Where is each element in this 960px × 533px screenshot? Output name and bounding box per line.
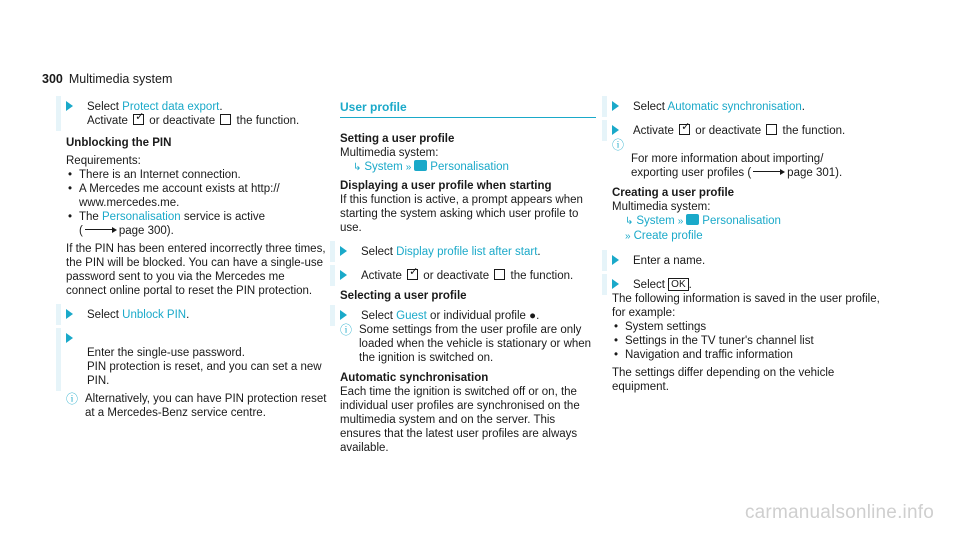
note-settings-loaded: ⓘ Some settings from the user profile are only loaded when the vehicle is stationary or when the ignition is switched on. <box>340 323 592 364</box>
step-unblock-pin: Select Unblock PIN. <box>66 308 328 322</box>
step-select-guest: Select Guest or individual profile ●. <box>340 309 596 323</box>
page-reference-arrow-icon <box>753 169 785 175</box>
column-3 <box>612 100 882 394</box>
automatic-sync-heading: Automatic synchronisation <box>340 372 489 384</box>
column-2 <box>340 100 596 455</box>
checkbox-unchecked-icon <box>766 124 777 135</box>
list-item: • Navigation and traffic information <box>614 349 793 361</box>
step-select-ok: Select OK . <box>612 278 882 292</box>
protect-data-export-link[interactable]: Protect data export <box>122 101 220 113</box>
automatic-sync-link[interactable]: Automatic synchronisation <box>667 101 802 113</box>
path-separator-icon: » <box>677 216 684 227</box>
bullet-icon: • <box>614 335 619 347</box>
action-arrow-icon <box>340 246 347 256</box>
path-personalisation[interactable]: Personalisation <box>430 161 509 173</box>
path-system[interactable]: System <box>364 161 403 173</box>
step-activate: Activate ✓ or deactivate the function. <box>612 124 882 138</box>
step-activate: Activate ✓ or deactivate the function. <box>340 269 596 283</box>
menu-path <box>612 214 882 244</box>
list-item: • Settings in the TV tuner's channel list <box>614 335 814 347</box>
action-arrow-icon <box>66 309 73 319</box>
creating-profile-heading: Creating a user profile <box>612 187 735 199</box>
path-start-icon: ↳ <box>353 162 362 173</box>
setting-user-profile-heading: Setting a user profile <box>340 133 455 145</box>
unblock-pin-link[interactable]: Unblock PIN <box>122 309 187 321</box>
step-enter-password: Enter the single-use password. PIN protection is reset, and you can set a new PIN. <box>66 332 328 388</box>
multimedia-system-label: Multimedia system: <box>612 201 711 213</box>
path-separator-icon: » <box>625 231 631 242</box>
note-service-centre: ⓘ Alternatively, you can have PIN protection reset at a Mercedes-Benz service centre. <box>66 392 327 419</box>
action-arrow-icon <box>612 255 619 265</box>
checkbox-checked-icon <box>407 269 418 280</box>
automatic-sync-text: Each time the ignition is switched off or on, the individual user profiles are synchronised on the multimedia system and on the server. This ensures that the latest user profiles are always available. <box>340 386 580 454</box>
action-arrow-icon <box>66 333 73 343</box>
closing-text: The settings differ depending on the vehicle equipment. <box>612 367 835 393</box>
displaying-profile-text: If this function is active, a prompt appears when starting the system asking which user profile to use. <box>340 194 583 234</box>
display-profile-list-link[interactable]: Display profile list after start <box>396 246 538 258</box>
info-icon: ⓘ <box>612 138 625 152</box>
bullet-icon: • <box>68 211 73 223</box>
personalisation-icon <box>414 160 427 171</box>
path-system[interactable]: System <box>636 215 675 227</box>
saved-info-text: The following information is saved in the user profile, for example: <box>612 293 880 319</box>
checkbox-unchecked-icon <box>494 269 505 280</box>
checkbox-unchecked-icon <box>220 114 231 125</box>
bullet-icon: • <box>68 183 73 195</box>
list-item: • There is an Internet connection. <box>68 169 241 181</box>
unblocking-pin-heading: Unblocking the PIN <box>66 137 172 149</box>
guest-link[interactable]: Guest <box>396 310 427 322</box>
list-item: • The Personalisation service is active ( page 300). <box>68 211 266 237</box>
list-item: • System settings <box>614 321 707 333</box>
page-number: 300 <box>42 72 63 86</box>
displaying-profile-heading: Displaying a user profile when starting <box>340 180 552 192</box>
requirements-label: Requirements: <box>66 155 141 167</box>
ok-button[interactable]: OK <box>668 278 688 291</box>
path-separator-icon: » <box>405 162 412 173</box>
step-automatic-sync: Select Automatic synchronisation. <box>612 100 882 114</box>
personalisation-link[interactable]: Personalisation <box>102 211 181 223</box>
action-arrow-icon <box>340 270 347 280</box>
step-display-profile-list: Select Display profile list after start. <box>340 245 596 259</box>
bullet-icon: • <box>68 169 73 181</box>
menu-path <box>340 160 596 175</box>
watermark: carmanualsonline.info <box>744 502 934 523</box>
step-enter-name: Enter a name. <box>612 254 882 268</box>
action-arrow-icon <box>612 279 619 289</box>
multimedia-system-label: Multimedia system: <box>340 147 439 159</box>
list-item: • A Mercedes me account exists at http:// www.mercedes.me. <box>68 183 280 209</box>
step-protect-data-export: Select Protect data export. Activate ✓ or deactivate the function. <box>66 100 328 128</box>
action-arrow-icon <box>612 125 619 135</box>
bullet-icon: • <box>614 349 619 361</box>
action-arrow-icon <box>66 101 73 111</box>
info-icon: ⓘ <box>66 392 79 406</box>
column-1 <box>66 100 328 420</box>
checkbox-checked-icon <box>133 114 144 125</box>
personalisation-icon <box>686 214 699 225</box>
path-start-icon: ↳ <box>625 216 634 227</box>
bullet-icon: • <box>614 321 619 333</box>
section-divider <box>340 117 596 118</box>
page-header <box>42 72 172 86</box>
page-title: Multimedia system <box>68 72 173 86</box>
checkbox-checked-icon <box>679 124 690 135</box>
pin-blocked-paragraph: If the PIN has been entered incorrectly three times, the PIN will be blocked. You can have a single-use password sent to you via the Mercedes me connect online portal to reset the PIN protection. <box>66 243 326 297</box>
note-import-export: ⓘ For more information about importing/ exporting user profiles ( page 301). <box>612 138 843 179</box>
action-arrow-icon <box>340 310 347 320</box>
action-arrow-icon <box>612 101 619 111</box>
path-create-profile[interactable]: Create profile <box>633 230 703 242</box>
page-reference-arrow-icon <box>85 227 117 233</box>
path-personalisation[interactable]: Personalisation <box>702 215 781 227</box>
info-icon: ⓘ <box>340 323 353 337</box>
section-title: User profile <box>340 100 407 114</box>
selecting-profile-heading: Selecting a user profile <box>340 290 467 302</box>
